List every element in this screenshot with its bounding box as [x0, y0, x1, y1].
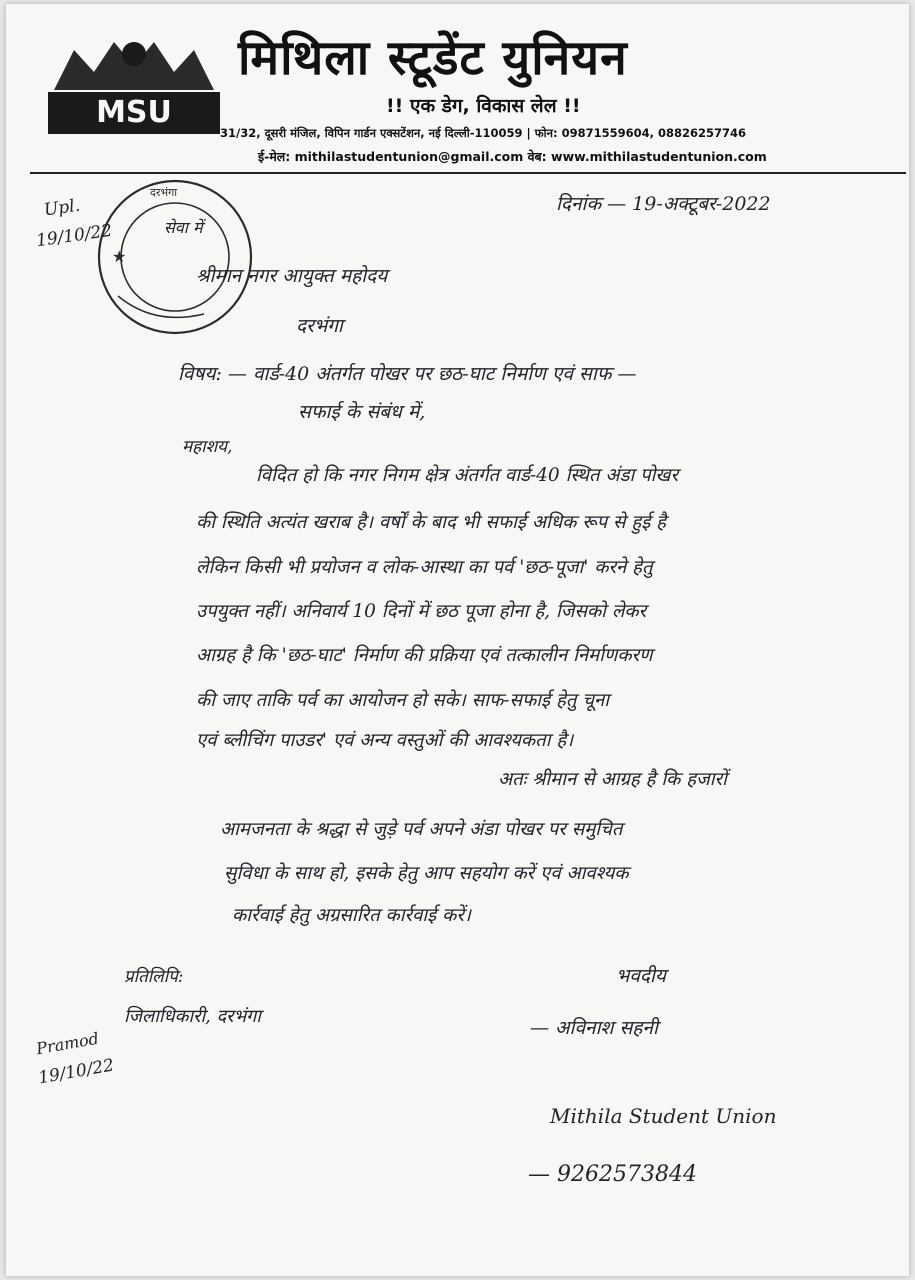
org-name: मिथिला स्टूडेंट युनियन: [238, 30, 628, 86]
contact-line: ई-मेल: mithilastudentunion@gmail.com वेब: www.mithilastudentunion.com: [258, 149, 767, 164]
stamp-address: सेवा में: [164, 218, 203, 237]
body-line: आग्रह है कि 'छठ-घाट' निर्माण की प्रक्रिया एवं तत्कालीन निर्माणकरण: [196, 645, 653, 666]
subject-line-1: विषय: — वार्ड-40 अंतर्गत पोखर पर छठ-घाट निर्माण एवं साफ —: [178, 363, 637, 385]
body-line: लेकिन किसी भी प्रयोजन व लोक-आस्था का पर्व 'छठ-पूजा' करने हेतु: [196, 557, 653, 578]
recipient-line-2: दरभंगा: [296, 315, 343, 337]
receipt-stamp-icon: [94, 176, 256, 338]
svg-text:दरभंगा: दरभंगा: [150, 186, 178, 199]
body-line: आमजनता के श्रद्धा से जुड़े पर्व अपने अंडा पोखर पर समुचित: [220, 819, 623, 840]
received-date: 19/10/22: [34, 220, 114, 252]
subject-line-2: सफाई के संबंध में,: [298, 401, 426, 423]
recipient-line-1: श्रीमान नगर आयुक्त महोदय: [196, 265, 388, 287]
received-signature: Pramod: [34, 1028, 101, 1059]
body-line: अतः श्रीमान से आग्रह है कि हजारों: [498, 769, 727, 790]
salutation: महाशय,: [182, 437, 233, 457]
body-line: विदित हो कि नगर निगम क्षेत्र अंतर्गत वार्ड-40 स्थित अंडा पोखर: [256, 465, 679, 486]
body-line: उपयुक्त नहीं। अनिवार्य 10 दिनों में छठ पूजा होना है, जिसको लेकर: [196, 601, 647, 622]
closing: भवदीय: [616, 965, 666, 987]
cc-label: प्रतिलिपि:: [124, 967, 184, 987]
body-line: कार्रवाई हेतु अग्रसारित कार्रवाई करें।: [232, 905, 471, 926]
signatory-name: — अविनाश सहनी: [530, 1017, 658, 1039]
org-signature: Mithila Student Union: [550, 1104, 777, 1128]
msu-logo: [34, 32, 234, 142]
body-line: की स्थिति अत्यंत खराब है। वर्षों के बाद भी सफाई अधिक रूप से हुई है: [196, 512, 666, 533]
logo-emblem-icon: [122, 42, 146, 66]
letter-sheet: [6, 4, 909, 1276]
body-line: एवं ब्लीचिंग पाउडर' एवं अन्य वस्तुओं की आवश्यकता है।: [196, 730, 574, 751]
phone-number: — 9262573844: [528, 1162, 697, 1187]
logo-text: MSU: [96, 95, 172, 130]
tagline: !! एक डेग, विकास लेल !!: [386, 95, 581, 117]
address-line: 31/32, दूसरी मंजिल, विपिन गार्डन एक्सटेंशन, नई दिल्ली-110059 | फोन: 09871559604, 08826257746: [220, 126, 746, 140]
received-signature-date: 19/10/22: [36, 1055, 116, 1089]
svg-text:★: ★: [112, 247, 127, 266]
letter-date: दिनांक — 19-अक्टूबर-2022: [556, 193, 771, 215]
body-line: सुविधा के साथ हो, इसके हेतु आप सहयोग करें एवं आवश्यक: [224, 863, 629, 884]
letterhead-divider: [30, 172, 906, 174]
received-note: Upl.: [42, 195, 82, 221]
cc-recipient: जिलाधिकारी, दरभंगा: [124, 1006, 261, 1027]
body-line: की जाए ताकि पर्व का आयोजन हो सके। साफ-सफाई हेतु चूना: [196, 690, 610, 711]
